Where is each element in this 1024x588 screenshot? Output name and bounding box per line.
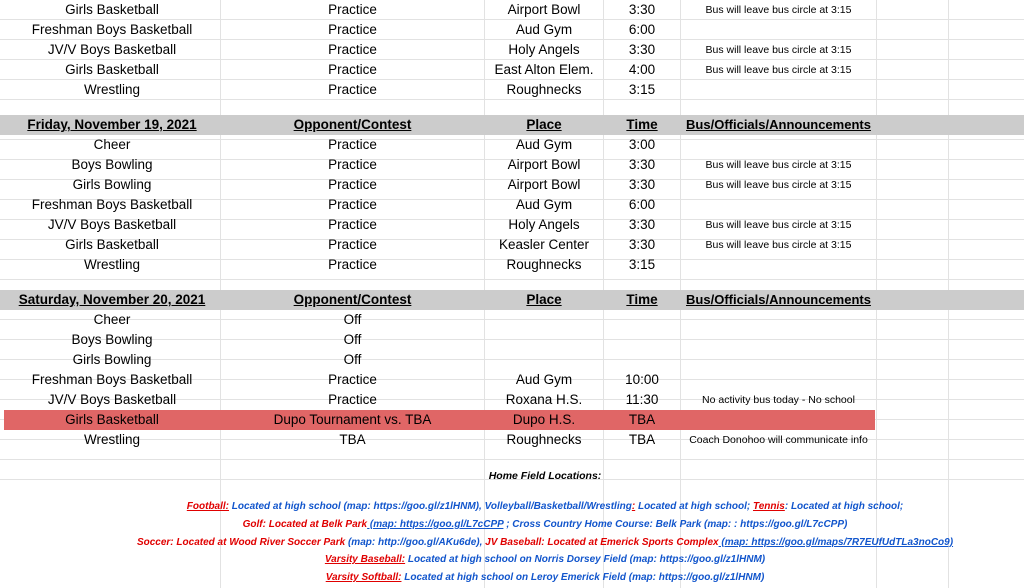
opponent-cell[interactable]: Practice — [328, 392, 377, 407]
sport-cell[interactable]: Girls Bowling — [72, 177, 152, 192]
opponent-cell[interactable]: Practice — [328, 137, 377, 152]
place-cell[interactable]: Aud Gym — [515, 137, 573, 152]
time-cell[interactable]: 10:00 — [625, 372, 659, 387]
sport-cell[interactable]: Girls Basketball — [65, 62, 159, 77]
sport-cell[interactable]: Wrestling — [83, 257, 141, 272]
opponent-cell[interactable]: Practice — [328, 157, 377, 172]
schedule-row[interactable] — [0, 330, 1024, 350]
note-cell[interactable] — [681, 80, 876, 100]
schedule-row[interactable] — [0, 20, 1024, 40]
note-cell[interactable] — [681, 135, 876, 155]
day-header-row[interactable] — [0, 115, 1024, 135]
place-cell[interactable]: Aud Gym — [515, 197, 573, 212]
time-header[interactable]: Time — [626, 292, 658, 307]
place-cell[interactable]: Airport Bowl — [507, 2, 581, 17]
schedule-row[interactable] — [0, 255, 1024, 275]
place-cell[interactable]: Holy Angels — [508, 42, 580, 57]
opponent-cell[interactable]: TBA — [339, 432, 366, 447]
place-cell[interactable]: Roughnecks — [506, 432, 582, 447]
time-cell[interactable]: 4:00 — [628, 62, 656, 77]
sport-cell[interactable]: Girls Basketball — [65, 237, 159, 252]
note-cell[interactable] — [681, 370, 876, 390]
location-line-varsity-softball[interactable]: Varsity Softball: Located at high school on Leroy Emerick Field (map: https://goo.gl/z1lHNM) — [325, 572, 765, 583]
location-line-soccer[interactable]: Soccer: Located at Wood River Soccer Park (map: http://goo.gl/AKu6de), JV Baseball: Located at Emerick Sports Complex (map: https://goo.gl/maps/7R7EUfUdTLa3noCo9) — [136, 537, 954, 548]
schedule-row[interactable] — [0, 215, 1024, 235]
sport-cell[interactable]: Cheer — [93, 312, 131, 327]
day-date-header[interactable]: Saturday, November 20, 2021 — [18, 292, 206, 307]
schedule-row[interactable] — [0, 430, 1024, 450]
schedule-row[interactable] — [0, 195, 1024, 215]
time-cell[interactable]: 3:00 — [628, 137, 656, 152]
time-cell[interactable]: 3:30 — [628, 237, 656, 252]
time-header[interactable]: Time — [626, 117, 658, 132]
schedule-row[interactable] — [0, 60, 1024, 80]
place-cell[interactable]: Aud Gym — [515, 22, 573, 37]
time-cell[interactable]: 6:00 — [628, 22, 656, 37]
time-cell[interactable]: 6:00 — [628, 197, 656, 212]
note-cell[interactable] — [681, 310, 876, 330]
opponent-cell[interactable]: Off — [343, 312, 362, 327]
schedule-row[interactable] — [0, 410, 1024, 430]
opponent-header[interactable]: Opponent/Contest — [293, 292, 412, 307]
schedule-row[interactable] — [0, 40, 1024, 60]
schedule-row[interactable] — [0, 350, 1024, 370]
sport-cell[interactable]: Wrestling — [83, 432, 141, 447]
day-header-row[interactable] — [0, 290, 1024, 310]
sport-cell[interactable]: JV/V Boys Basketball — [47, 42, 177, 57]
place-cell[interactable] — [485, 330, 603, 350]
location-line-football[interactable]: Football: Located at high school (map: https://goo.gl/z1lHNM), Volleyball/Basketball/Wrestling: Located at high school; Tennis: Located at high school; — [186, 501, 904, 512]
time-cell[interactable] — [604, 330, 680, 350]
notes-header[interactable]: Bus/Officials/Announcements — [686, 292, 871, 307]
place-header[interactable]: Place — [526, 292, 562, 307]
place-cell[interactable]: Roxana H.S. — [505, 392, 583, 407]
note-cell[interactable]: No activity bus today - No school — [702, 394, 855, 406]
time-cell[interactable]: 3:30 — [628, 42, 656, 57]
opponent-cell[interactable]: Practice — [328, 257, 377, 272]
place-cell[interactable]: Airport Bowl — [507, 177, 581, 192]
opponent-cell[interactable]: Practice — [328, 237, 377, 252]
note-cell[interactable]: Bus will leave bus circle at 3:15 — [705, 159, 852, 171]
grid-line — [0, 279, 1024, 280]
note-cell[interactable]: Bus will leave bus circle at 3:15 — [705, 239, 852, 251]
note-cell[interactable] — [681, 410, 876, 430]
schedule-row[interactable] — [0, 235, 1024, 255]
opponent-cell[interactable]: Practice — [328, 372, 377, 387]
schedule-row[interactable] — [0, 310, 1024, 330]
note-cell[interactable]: Bus will leave bus circle at 3:15 — [705, 64, 852, 76]
time-cell[interactable]: 3:30 — [628, 177, 656, 192]
sport-cell[interactable]: Boys Bowling — [71, 332, 153, 347]
note-cell[interactable]: Bus will leave bus circle at 3:15 — [705, 179, 852, 191]
time-cell[interactable] — [604, 350, 680, 370]
note-cell[interactable] — [681, 20, 876, 40]
time-cell[interactable]: 3:30 — [628, 157, 656, 172]
grid-line — [0, 459, 1024, 460]
opponent-cell[interactable]: Practice — [328, 82, 377, 97]
schedule-row[interactable] — [0, 370, 1024, 390]
opponent-cell[interactable]: Practice — [328, 62, 377, 77]
schedule-row[interactable] — [0, 0, 1024, 20]
note-cell[interactable]: Bus will leave bus circle at 3:15 — [705, 4, 852, 16]
opponent-cell[interactable]: Off — [343, 352, 362, 367]
sport-cell[interactable]: Cheer — [93, 137, 131, 152]
place-cell[interactable]: Roughnecks — [506, 257, 582, 272]
place-cell[interactable]: Holy Angels — [508, 217, 580, 232]
place-cell[interactable]: Dupo H.S. — [512, 412, 576, 427]
sport-cell[interactable]: Girls Basketball — [65, 2, 159, 17]
location-line-golf[interactable]: Golf: Located at Belk Park (map: https://goo.gl/L7cCPP ; Cross Country Home Course: Belk Park (map: : https://goo.gl/L7cCPP) — [242, 519, 848, 530]
opponent-cell[interactable]: Practice — [328, 22, 377, 37]
place-cell[interactable]: Keasler Center — [498, 237, 590, 252]
opponent-cell[interactable]: Dupo Tournament vs. TBA — [273, 412, 432, 427]
note-cell[interactable] — [681, 195, 876, 215]
note-cell[interactable] — [681, 255, 876, 275]
time-cell[interactable]: 3:15 — [628, 82, 656, 97]
place-cell[interactable]: East Alton Elem. — [494, 62, 594, 77]
note-cell[interactable] — [681, 330, 876, 350]
day-date-header[interactable]: Friday, November 19, 2021 — [27, 117, 197, 132]
time-cell[interactable]: 3:30 — [628, 217, 656, 232]
schedule-row[interactable] — [0, 80, 1024, 100]
time-cell[interactable]: TBA — [628, 432, 656, 447]
schedule-row[interactable] — [0, 135, 1024, 155]
schedule-row[interactable] — [0, 390, 1024, 410]
home-field-locations-title: Home Field Locations: — [488, 470, 602, 482]
note-cell[interactable]: Bus will leave bus circle at 3:15 — [705, 44, 852, 56]
time-cell[interactable] — [604, 310, 680, 330]
note-cell[interactable]: Coach Donohoo will communicate info — [689, 434, 868, 446]
schedule-row[interactable] — [0, 175, 1024, 195]
place-cell[interactable]: Aud Gym — [515, 372, 573, 387]
time-cell[interactable]: 3:30 — [628, 2, 656, 17]
opponent-header[interactable]: Opponent/Contest — [293, 117, 412, 132]
opponent-cell[interactable]: Practice — [328, 177, 377, 192]
notes-header[interactable]: Bus/Officials/Announcements — [686, 117, 871, 132]
place-cell[interactable] — [485, 310, 603, 330]
sport-cell[interactable]: Freshman Boys Basketball — [31, 22, 193, 37]
schedule-row[interactable] — [0, 155, 1024, 175]
sport-cell[interactable]: JV/V Boys Basketball — [47, 217, 177, 232]
place-cell[interactable]: Airport Bowl — [507, 157, 581, 172]
location-line-varsity-baseball[interactable]: Varsity Baseball: Located at high school on Norris Dorsey Field (map: https://goo.gl/z1lHNM) — [324, 554, 766, 565]
opponent-cell[interactable]: Off — [343, 332, 362, 347]
opponent-cell[interactable]: Practice — [328, 42, 377, 57]
place-header[interactable]: Place — [526, 117, 562, 132]
sport-cell[interactable]: Boys Bowling — [71, 157, 153, 172]
time-cell[interactable]: 11:30 — [625, 392, 659, 407]
sport-cell[interactable]: JV/V Boys Basketball — [47, 392, 177, 407]
sport-cell[interactable]: Freshman Boys Basketball — [31, 372, 193, 387]
opponent-cell[interactable]: Practice — [328, 2, 377, 17]
sport-cell[interactable]: Freshman Boys Basketball — [31, 197, 193, 212]
place-cell[interactable] — [485, 350, 603, 370]
place-cell[interactable]: Roughnecks — [506, 82, 582, 97]
note-cell[interactable] — [681, 350, 876, 370]
note-cell[interactable]: Bus will leave bus circle at 3:15 — [705, 219, 852, 231]
sport-cell[interactable]: Girls Bowling — [72, 352, 152, 367]
time-cell[interactable]: 3:15 — [628, 257, 656, 272]
sport-cell[interactable]: Wrestling — [83, 82, 141, 97]
time-cell[interactable]: TBA — [628, 412, 656, 427]
sport-cell[interactable]: Girls Basketball — [65, 412, 159, 427]
opponent-cell[interactable]: Practice — [328, 217, 377, 232]
opponent-cell[interactable]: Practice — [328, 197, 377, 212]
